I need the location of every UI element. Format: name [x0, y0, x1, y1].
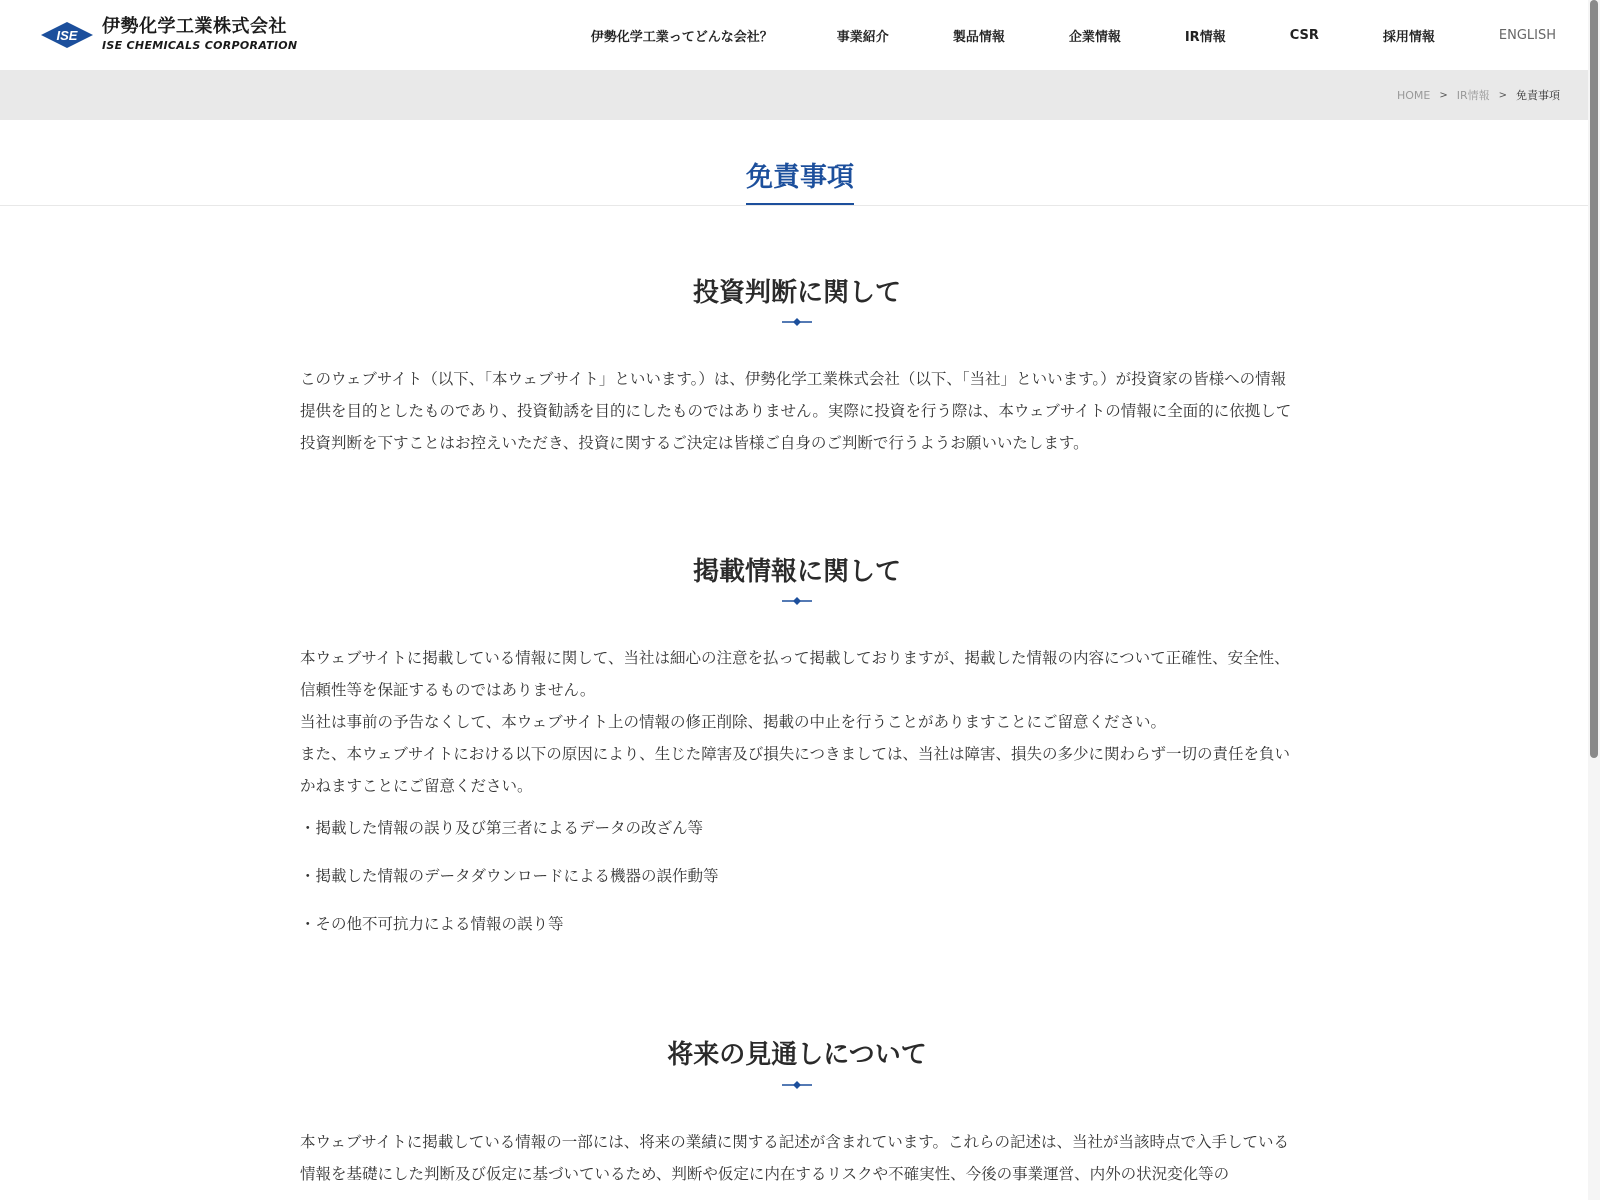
- diamond-divider-icon: [782, 317, 812, 327]
- nav-recruit[interactable]: 採用情報: [1382, 29, 1435, 45]
- nav-english[interactable]: ENGLISH: [1498, 27, 1556, 43]
- page-title-band: [0, 120, 1600, 206]
- section-investment: [300, 278, 1294, 459]
- breadcrumb-current: 免責事項: [1516, 89, 1560, 102]
- nav-csr[interactable]: CSR: [1289, 27, 1319, 43]
- site-header: [0, 0, 1600, 70]
- section-paragraph: 当社は事前の予告なくして、本ウェブサイト上の情報の修正削除、掲載の中止を行うことがありますことにご留意ください。: [300, 713, 1166, 732]
- breadcrumb-separator: >: [1498, 89, 1507, 101]
- breadcrumb-home[interactable]: HOME: [1396, 88, 1431, 102]
- breadcrumb-ir[interactable]: IR情報: [1456, 89, 1490, 102]
- section-heading: 投資判断に関して: [692, 278, 901, 308]
- main-nav: [527, 0, 1556, 70]
- section-paragraph: また、本ウェブサイトにおける以下の原因により、生じた障害及び損失につきましては、当社は障害、損失の多少に関わらず一切の責任を負いかねますことにご留意ください。: [300, 745, 1290, 796]
- svg-text:ISE: ISE: [56, 27, 78, 43]
- section-heading: 将来の見通しについて: [667, 1040, 927, 1071]
- section-paragraph: このウェブサイト（以下、「本ウェブサイト」といいます。）は、伊勢化学工業株式会社（以下、「当社」といいます。）が投資家の皆様への情報提供を目的としたものであり、投資勧誘を目的にしたものではありません。実際に投資を行う際は、本ウェブサイトの情報に全面的に依拠して投資判断を下すことはお控えいただき、投資に関するご決定は皆様ご自身のご判断で行うようお願いいたします。: [300, 370, 1292, 453]
- section-forward-looking: [300, 1040, 1294, 1189]
- nav-company[interactable]: 企業情報: [1068, 29, 1121, 45]
- logo-name-jp: 伊勢化学工業株式会社: [102, 16, 287, 37]
- diamond-divider-icon: [782, 596, 812, 606]
- nav-products[interactable]: 製品情報: [952, 29, 1005, 45]
- list-item: ・その他不可抗力による情報の誤り等: [300, 915, 564, 934]
- section-heading: 掲載情報に関して: [692, 557, 901, 588]
- company-logo[interactable]: [40, 18, 297, 51]
- nav-business[interactable]: 事業紹介: [836, 29, 889, 45]
- scrollbar-track[interactable]: [1588, 0, 1600, 1200]
- breadcrumb-band: [0, 70, 1600, 120]
- diamond-divider-icon: [782, 1080, 812, 1090]
- logo-text: [102, 18, 297, 51]
- breadcrumb: [1397, 70, 1560, 120]
- list-item: ・掲載した情報のデータダウンロードによる機器の誤作動等: [300, 867, 719, 886]
- section-published-info: [300, 557, 1294, 940]
- breadcrumb-separator: >: [1439, 89, 1448, 101]
- section-paragraph: 本ウェブサイトに掲載している情報に関して、当社は細心の注意を払って掲載しておりますが、掲載した情報の内容について正確性、安全性、信頼性等を保証するものではありません。: [300, 649, 1290, 700]
- nav-ir[interactable]: IR情報: [1184, 29, 1226, 45]
- page-title: 免責事項: [746, 160, 854, 205]
- scrollbar-thumb[interactable]: [1590, 0, 1598, 758]
- logo-name-en: ISE CHEMICALS CORPORATION: [102, 39, 298, 52]
- section-paragraph: 本ウェブサイトに掲載している情報の一部には、将来の業績に関する記述が含まれています。これらの記述は、当社が当該時点で入手している情報を基礎にした判断及び仮定に基づいているため、判断や仮定に内在するリスクや不確実性、今後の事業運営、内外の状況変化等の: [300, 1132, 1290, 1183]
- nav-about[interactable]: 伊勢化学工業ってどんな会社？: [590, 29, 773, 45]
- list-item: ・掲載した情報の誤り及び第三者によるデータの改ざん等: [300, 819, 704, 838]
- ise-logo-mark-icon: [40, 21, 94, 49]
- main-content: [300, 206, 1294, 1190]
